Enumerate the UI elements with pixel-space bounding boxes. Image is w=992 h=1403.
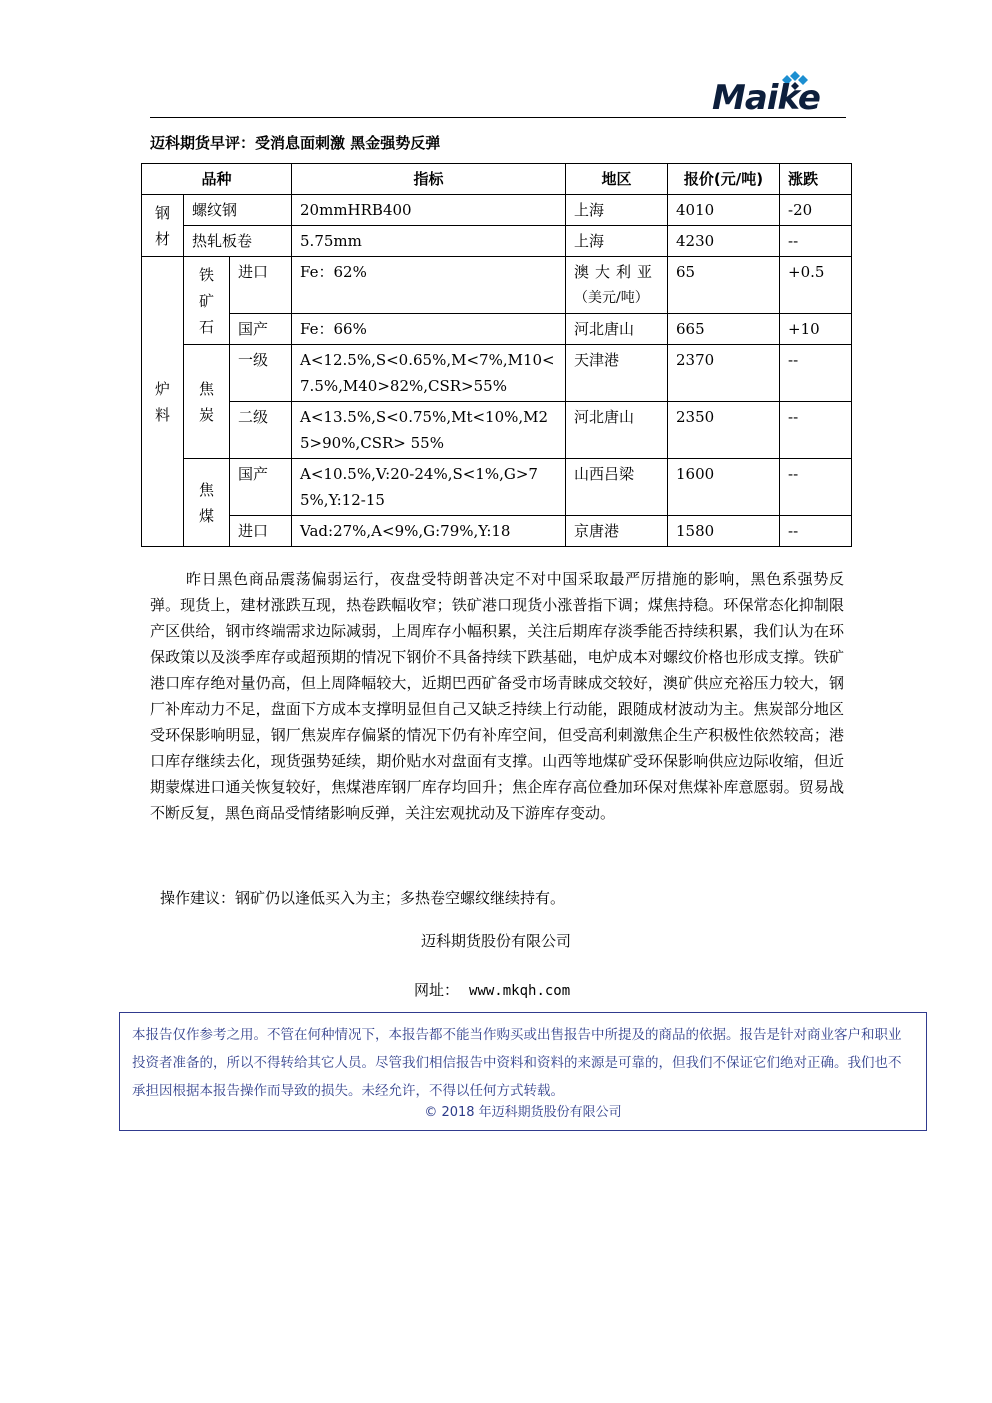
table-row <box>142 226 852 257</box>
table-row <box>142 345 852 402</box>
table-row <box>142 402 852 459</box>
change-cell: -- <box>780 345 852 402</box>
region-cell: 河北唐山 <box>566 314 668 345</box>
product-coke: 焦 炭 <box>184 345 230 459</box>
price-cell: 4230 <box>668 226 780 257</box>
region-cell <box>566 257 668 314</box>
change-cell: -- <box>780 459 852 516</box>
report-title: 迈科期货早评：受消息面刺激 黑金强势反弹 <box>150 134 441 152</box>
copyright-line: © 2018 年迈科期货股份有限公司 <box>424 1105 622 1120</box>
region-cell: 京唐港 <box>566 516 668 547</box>
category-furnace: 炉 料 <box>142 257 184 547</box>
table-row <box>142 195 852 226</box>
company-name: 迈科期货股份有限公司 <box>420 932 571 950</box>
disclaimer-text: 本报告仅作参考之用。不管在何种情况下，本报告都不能当作购买或出售报告中所提及的商品的依据。报告是针对商业客户和职业投资者准备的，所以不得转给其它人员。尽管我们相信报告中资料和资料的来源是可靠的，但我们不保证它们绝对正确。我们也不承担因根据本报告操作而导致的损失。未经允许，不得以任何方式转载。 <box>132 1027 902 1099</box>
price-cell: 2350 <box>668 402 780 459</box>
indicator-cell: 5.75mm <box>292 226 566 257</box>
logo-text: Maike <box>712 78 820 118</box>
table-header-row <box>142 164 852 195</box>
indicator-cell: A<10.5%,V:20-24%,S<1%,G>75%,Y:12-15 <box>292 459 566 516</box>
market-commentary: 昨日黑色商品震荡偏弱运行，夜盘受特朗普决定不对中国采取最严厉措施的影响，黑色系强势反弹。现货上，建材涨跌互现，热卷跌幅收窄；铁矿港口现货小涨普指下调；煤焦持稳。环保常态化抑制限产区供给，钢市终端需求边际减弱，上周库存小幅积累，关注后期库存淡季能否持续积累，我们认为在环保政策以及淡季库存或超预期的情况下钢价不具备持续下跌基础，电炉成本对螺纹价格也形成支撑。铁矿港口库存绝对量仍高，但上周降幅较大，近期巴西矿备受市场青睐成交较好，澳矿供应充裕压力较大，钢厂补库动力不足，盘面下方成本支撑明显但自己又缺乏持续上行动能，跟随成材波动为主。焦炭部分地区受环保影响明显，钢厂焦炭库存偏紧的情况下仍有补库空间，但受高利刺激焦企生产积极性依然较高；港口库存继续去化，现货强势延续，期价贴水对盘面有支撑。山西等地煤矿受环保影响供应边际收缩，但近期蒙煤进口通关恢复较好，焦煤港库钢厂库存均回升；焦企库存高位叠加环保对焦煤补库意愿弱。贸易战不断反复，黑色商品受情绪影响反弹，关注宏观扰动及下游库存变动。 <box>150 570 844 822</box>
price-cell: 665 <box>668 314 780 345</box>
header-indicator: 指标 <box>292 164 566 195</box>
change-cell: -- <box>780 226 852 257</box>
header-price: 报价(元/吨) <box>668 164 780 195</box>
table-row <box>142 516 852 547</box>
table-row <box>142 459 852 516</box>
indicator-cell: Vad:27%,A<9%,G:79%,Y:18 <box>292 516 566 547</box>
price-cell: 1580 <box>668 516 780 547</box>
sub-type: 国产 <box>230 314 292 345</box>
table-row <box>142 257 852 314</box>
price-table <box>141 163 852 547</box>
region-note: （美元/吨） <box>574 290 649 306</box>
region-cell: 山西吕梁 <box>566 459 668 516</box>
region-cell: 上海 <box>566 195 668 226</box>
website-line <box>414 979 570 1000</box>
sub-type: 进口 <box>230 516 292 547</box>
indicator-cell: A<13.5%,S<0.75%,Mt<10%,M25>90%,CSR> 55% <box>292 402 566 459</box>
product-iron-ore: 铁 矿 石 <box>184 257 230 345</box>
change-cell: -- <box>780 402 852 459</box>
price-cell: 2370 <box>668 345 780 402</box>
category-steel: 钢 材 <box>142 195 184 257</box>
price-cell: 1600 <box>668 459 780 516</box>
change-cell: +0.5 <box>780 257 852 314</box>
price-cell: 65 <box>668 257 780 314</box>
trading-advice: 操作建议：钢矿仍以逢低买入为主；多热卷空螺纹继续持有。 <box>160 889 566 907</box>
region-cell: 上海 <box>566 226 668 257</box>
header-variety: 品种 <box>142 164 292 195</box>
product-name: 热轧板卷 <box>184 226 292 257</box>
change-cell: -20 <box>780 195 852 226</box>
region-cell: 天津港 <box>566 345 668 402</box>
table-row <box>142 314 852 345</box>
change-cell: +10 <box>780 314 852 345</box>
product-coking-coal: 焦 煤 <box>184 459 230 547</box>
maike-logo <box>712 64 852 124</box>
price-cell: 4010 <box>668 195 780 226</box>
sub-type: 二级 <box>230 402 292 459</box>
website-url[interactable]: www.mkqh.com <box>469 983 571 999</box>
change-cell: -- <box>780 516 852 547</box>
product-name: 螺纹钢 <box>184 195 292 226</box>
disclaimer-box <box>119 1012 927 1131</box>
sub-type: 进口 <box>230 257 292 314</box>
indicator-cell: A<12.5%,S<0.65%,M<7%,M10<7.5%,M40>82%,CSR>55% <box>292 345 566 402</box>
sub-type: 一级 <box>230 345 292 402</box>
indicator-cell: Fe：66% <box>292 314 566 345</box>
header-change: 涨跌 <box>780 164 852 195</box>
region-name: 澳大利亚 <box>574 263 659 281</box>
website-label: 网址： <box>414 981 460 999</box>
sub-type: 国产 <box>230 459 292 516</box>
indicator-cell: 20mmHRB400 <box>292 195 566 226</box>
indicator-cell: Fe：62% <box>292 257 566 314</box>
region-cell: 河北唐山 <box>566 402 668 459</box>
header-rule <box>150 117 846 118</box>
header-region: 地区 <box>566 164 668 195</box>
